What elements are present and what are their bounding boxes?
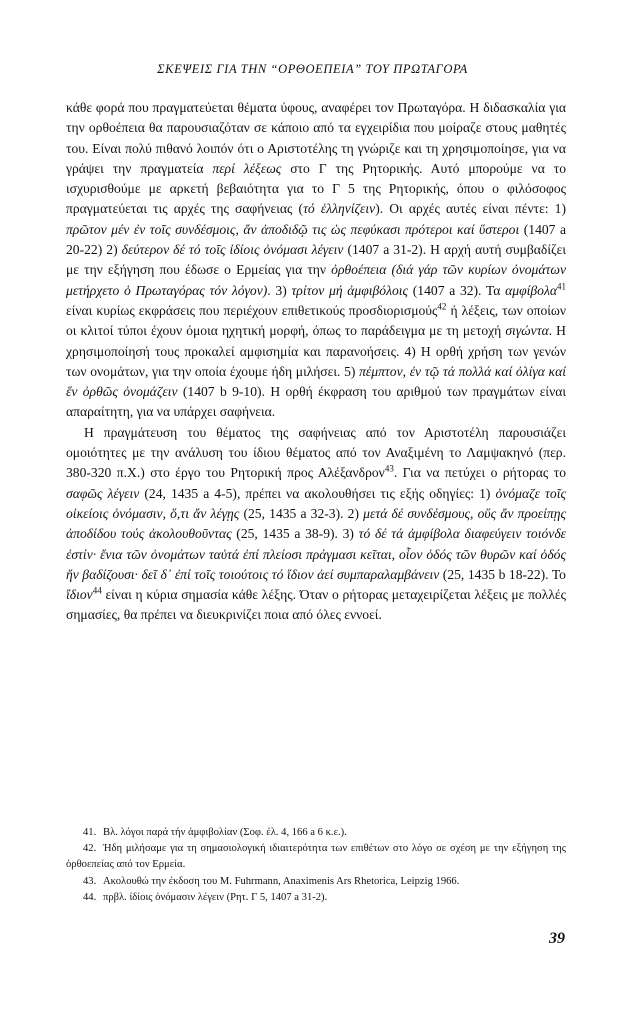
text-segment: (25, 1435 b 18-22). Το [439,566,566,582]
text-segment: είναι κυρίως εκφράσεις που περιέχουν επιθετικούς προσδιορισμούς [66,302,438,318]
text-segment: . 3) [267,282,292,298]
text-segment: (25, 1435 a 32-3). 2) [239,505,364,521]
footnote-ref-42[interactable]: 42 [437,301,447,312]
italic-greek-phrase: τρίτον μή ἀμφιβόλοις [291,282,409,298]
text-segment: κάθε φορά που πραγματεύεται θέματα ύφους, αναφέρει τον Πρωταγόρα. Η διδασκαλία για την ορθοέπεια θα παρουσιαζόταν σε κάποιο από τα εγχειρίδια που μοίραζε στους μαθητές του. Είναι πολύ πιθανό λοιπόν ότι ο Αριστοτέλης τη γνώριζε και τη χρησιμοποίησε, για να γράψει την πραγματεία [66,100,566,176]
italic-greek-phrase: σαφῶς λέγειν [66,485,140,501]
footnote-text: Βλ. λόγοι παρά τήν ἀμφιβολίαν (Σοφ. ἐλ. 4, 166 a 6 κ.ε.). [103,827,347,838]
italic-greek-phrase: ὀρθοέπεια (διά γάρ τῶν κυρίων ὀνομάτων μετήρχετο ὁ Πρωταγόρας τόν λόγον) [66,262,567,298]
footnote-ref-41[interactable]: 41 [556,281,566,292]
footnote-text: πρβλ. ἰδίοις ὀνόμασιν λέγειν (Ρητ. Γ 5, 1407 a 31-2). [103,891,328,903]
footnote-42 [66,841,566,873]
text-segment: . Η χρησιμοποίησή τους προκαλεί αμφισημία και παρανοήσεις. 4) Η ορθή χρήση των γενών των ονομάτων, για την οποία έχουμε ήδη μιλήσει. 5) [66,323,566,379]
text-segment: ή λέξεις, των οποίων οι κλιτοί τύποι έχουν όμοια ηχητική μορφή, όπως το παράδειγμα με τη μετοχή [66,302,566,339]
paragraph-2 [66,423,566,626]
footnote-43 [66,874,566,890]
text-segment: ). Οι αρχές αυτές είναι πέντε: 1) [375,201,567,217]
footnote-ref-43[interactable]: 43 [384,463,394,474]
italic-greek-phrase: τό δέ τά ἀμφίβολα διαφεύγειν τοιόνδε ἐστίν· ἔνια τῶν ὀνομάτων ταὐτά ἐπί πλείοσι πράγμασι κεῖται, οἷον ὁδός τῶν θυρῶν καί ὁδός ἥν βαδίζουσι· δεῖ δ᾽ ἐπί τοῖς τοιούτοις τό ἴδιον ἀεί συμπαραλαμβάνειν [66,526,566,582]
italic-term: αμφίβολα [505,282,557,298]
footnote-text: Ακολουθώ την έκδοση του M. Fuhrmann, Anaximenis Ars Rhetorica, Leipzig 1966. [103,875,460,887]
italic-term: σιγώντα [505,323,549,339]
footnote-text: Ήδη μιλήσαμε για τη σημασιολογική ιδιαιτερότητα των επιθέτων στο λόγο σε σχέση με την εξήγηση της ὀρθοεπείας από τον Ερμεία. [66,843,566,871]
footnote-number: 44. [83,891,97,903]
footnote-number: 43. [83,875,97,887]
text-segment: (1407 a 20-22) 2) [66,221,566,258]
footnote-number: 42. [83,843,97,855]
italic-greek-phrase: πρῶτον μέν ἐν τοῖς συνδέσμοις, ἄν ἀποδιδῷ τις ὡς πεφύκασι πρότεροι καί ὕστεροι [66,221,520,237]
italic-greek-phrase: τό ἑλληνίζειν [303,201,376,217]
italic-greek-phrase: ὀνόμαζε τοῖς οἰκείοις ὀνόμασιν, ὅ,τι ἄν λέγῃς [66,485,566,521]
italic-greek-phrase: πέμπτον, ἐν τῷ τά πολλά καί ὀλίγα καί ἕν ὀρθῶς ὀνομάζειν [66,363,566,400]
main-text [66,98,566,626]
paragraph-1 [66,98,566,423]
footnote-ref-44[interactable]: 44 [92,585,102,596]
footnote-number: 41. [83,827,97,838]
footnote-44 [66,890,566,906]
text-segment: . Για να πετύχει ο ρήτορας το [393,465,566,481]
running-header: ΣΚΕΨΕΙΣ ΓΙΑ ΤΗΝ “ΟΡΘΟΕΠΕΙΑ” ΤΟΥ ΠΡΩΤΑΓΟΡΑ [157,62,468,76]
text-segment: (1407 b 9-10). Η ορθή έκφραση του αριθμού των πραγμάτων είναι απαραίτητη, για να υπάρχει σαφήνεια. [66,384,566,420]
footnotes [66,825,566,906]
italic-greek-phrase: μετά δέ συνδέσμους, οὕς ἄν προείπῃς ἀποδίδου τούς ἀκολουθοῦντας [66,505,566,542]
italic-term: ἴδιον [66,587,93,603]
text-segment: είναι η κύρια σημασία κάθε λέξης. Όταν ο ρήτορας μεταχειρίζεται λέξεις με πολλές σημασίες, θα πρέπει να διευκρινίζει ποια από όλες εννοεί. [66,587,566,623]
text-segment: (24, 1435 a 4-5), πρέπει να ακολουθήσει τις εξής οδηγίες: 1) [139,485,496,501]
text-segment: (1407 a 31-2). Η αρχή αυτή συμβαδίζει με την εξήγηση που έδωσε ο Ερμείας για την [66,242,566,278]
italic-greek-phrase: περί λέξεως [212,160,282,176]
text-segment: (25, 1435 a 38-9). 3) [231,526,359,542]
footnote-41 [66,825,566,841]
text-segment: στο Γ της Ρητορικής. Αυτό μπορούμε να το ισχυρισθούμε με αρκετή βεβαιότητα για το Γ 5 της Ρητορικής, όπου ο φιλόσοφος πραγματεύεται τις αρχές της σαφήνειας ( [66,160,566,217]
page-number: 39 [549,930,565,947]
italic-greek-phrase: δεύτερον δέ τό τοῖς ἰδίοις ὀνόμασι λέγειν [121,242,344,258]
text-segment: Η πραγμάτευση του θέματος της σαφήνειας από τον Αριστοτέλη παρουσιάζει ομοιότητες με την ανάλυση του ίδιου θέματος από τον Αναξιμένη το Λαμψακηνό (περ. 380-320 π.Χ.) στο έργο του Ρητορική προς Αλέξανδρον [66,424,566,481]
text-segment: (1407 a 32). Τα [408,282,506,298]
